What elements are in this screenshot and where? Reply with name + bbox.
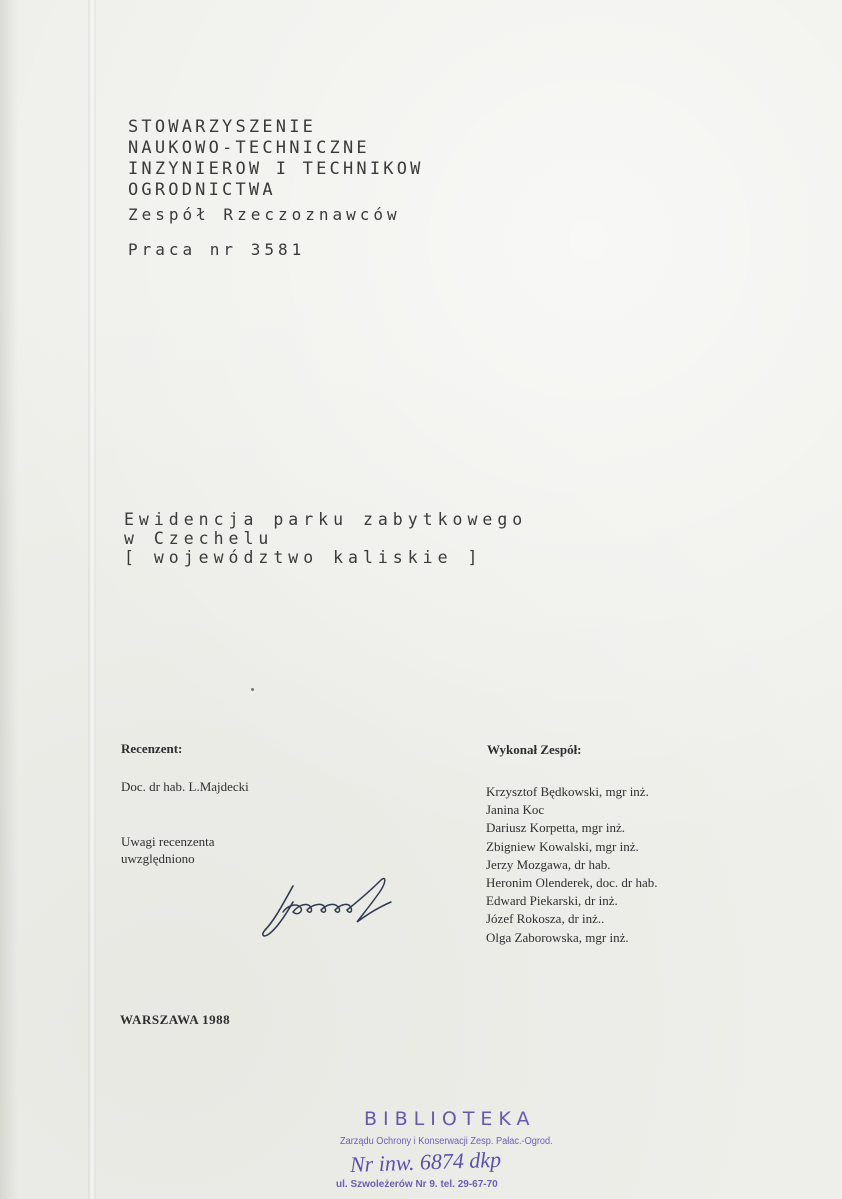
team-label: Wykonał Zespół: [487, 742, 582, 757]
team-member: Krzysztof Będkowski, mgr inż. [486, 784, 649, 799]
signature [253, 872, 403, 947]
team-members-list [486, 783, 657, 947]
team-member: Olga Zaborowska, mgr inż. [486, 929, 629, 945]
team-member: Heronim Olenderek, doc. dr hab. [486, 875, 658, 891]
stamp-inventory-number: Nr inw. 6874 dkp [349, 1146, 502, 1177]
team-of-experts: Zespół Rzeczoznawców [128, 205, 401, 224]
fold-line [88, 0, 96, 1199]
paper-edge [0, 0, 18, 1199]
team-member: Jerzy Mozgawa, dr hab. [486, 856, 611, 872]
ink-speck [251, 688, 254, 691]
work-number: Praca nr 3581 [128, 240, 306, 259]
org-line-4: OGRODNICTWA [128, 180, 276, 200]
title-line-2: w Czechelu [124, 529, 274, 548]
reviewer-label: Recenzent: [121, 741, 183, 756]
stamp-title: BIBLIOTEKA [364, 1108, 536, 1130]
remarks-line-1: Uwagi recenzenta [121, 834, 215, 849]
org-line-1: STOWARZYSZENIE [128, 117, 317, 137]
title-line-3: [ województwo kaliskie ] [124, 548, 483, 567]
team-member: Dariusz Korpetta, mgr inż. [486, 820, 625, 836]
reviewer-remarks [121, 833, 214, 867]
org-line-2: NAUKOWO-TECHNICZNE [128, 138, 370, 158]
title-line-1: Ewidencja parku zabytkowego [124, 510, 528, 529]
place-and-date: WARSZAWA 1988 [120, 1012, 231, 1027]
stamp-address: ul. Szwoleżerów Nr 9. tel. 29-67-70 [336, 1179, 498, 1190]
team-member: Janina Koc [486, 802, 545, 818]
document-title [124, 510, 744, 567]
library-stamp [334, 1108, 604, 1196]
remarks-line-2: uwzględniono [121, 851, 195, 866]
team-member: Edward Piekarski, dr inż. [486, 893, 618, 909]
team-member: Józef Rokosza, dr inż.. [486, 911, 605, 927]
organization-header [128, 117, 688, 201]
org-line-3: INZYNIEROW I TECHNIKOW [128, 159, 424, 179]
team-member: Zbigniew Kowalski, mgr inż. [486, 838, 639, 854]
stamp-organization: Zarządu Ochrony i Konserwacji Zesp. Pałac.-Ogrod. [340, 1136, 553, 1147]
reviewer-name: Doc. dr hab. L.Majdecki [121, 779, 249, 794]
